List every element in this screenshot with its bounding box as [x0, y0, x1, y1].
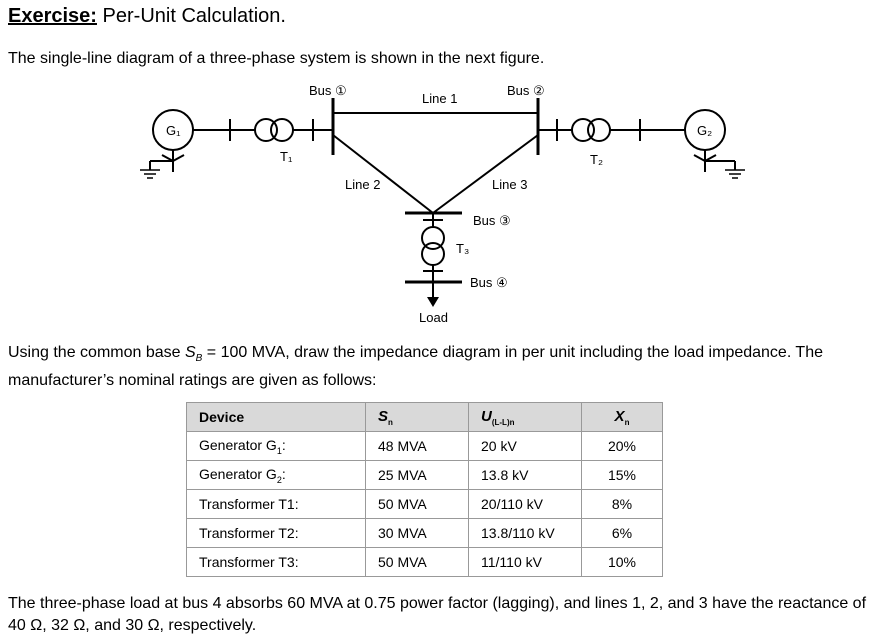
intro-text: The single-line diagram of a three-phase system is shown in the next figure. [8, 50, 545, 67]
line1-label: Line 1 [422, 91, 458, 106]
device-cell: Transformer T3: [187, 548, 366, 577]
u-cell: 13.8 kV [469, 461, 582, 490]
device-cell: Generator $G_1$: [187, 432, 366, 461]
bus2-label: Bus ② [507, 83, 545, 98]
t1-label: T₁ [280, 149, 293, 164]
t2-label: T₂ [590, 152, 603, 167]
line-2 [333, 135, 433, 213]
base-symbol: $S_B$ [184, 344, 203, 365]
x-cell: 15% [582, 461, 663, 490]
table-row [187, 548, 663, 577]
ratings-table-wrap [186, 402, 663, 577]
exercise-topic: Per-Unit Calculation. [102, 5, 286, 27]
line-3 [433, 135, 538, 213]
t3-label: T₃ [456, 241, 470, 256]
sn-cell: 50 MVA [366, 490, 469, 519]
x-cell: 20% [582, 432, 663, 461]
table-row [187, 490, 663, 519]
x-cell: 10% [582, 548, 663, 577]
load-label: Load [419, 310, 448, 325]
base-instructions [8, 342, 868, 392]
u-cell: 20 kV [469, 432, 582, 461]
g2-wye-left [694, 155, 705, 161]
exercise-label: Exercise: [8, 5, 97, 27]
x-cell: 6% [582, 519, 663, 548]
device-cell: Transformer T2: [187, 519, 366, 548]
transformer-t2-coil-b [588, 119, 610, 141]
bus1-label: Bus ① [309, 83, 347, 98]
exercise-title [8, 5, 286, 28]
table-row [187, 461, 663, 490]
g2-label: G₂ [697, 123, 713, 138]
table-header-row [187, 403, 663, 432]
transformer-t3-coil-b [422, 243, 444, 265]
header-u: $U_{(L-L)n}$ [469, 403, 582, 432]
u-cell: 11/110 kV [469, 548, 582, 577]
bus3-label: Bus ③ [473, 213, 511, 228]
load-line-description: The three-phase load at bus 4 absorbs 60 MVA at 0.75 power factor (lagging), and lines 1, 2, and 3 have the reactance of 40 Ω, 32 Ω, and 30 Ω, respectively. [8, 595, 867, 634]
header-device: Device [187, 403, 366, 432]
single-line-diagram [0, 75, 878, 335]
g1-wye-right [173, 155, 184, 161]
g1-label: G₁ [166, 123, 181, 138]
device-cell: Generator $G_2$: [187, 461, 366, 490]
table-row [187, 519, 663, 548]
transformer-t1-coil-b [271, 119, 293, 141]
line2-label: Line 2 [345, 177, 381, 192]
sn-cell: 30 MVA [366, 519, 469, 548]
base-text-before: Using the common base [8, 344, 185, 361]
line3-label: Line 3 [492, 177, 528, 192]
load-arrow [427, 297, 439, 307]
sn-cell: 25 MVA [366, 461, 469, 490]
sn-cell: 50 MVA [366, 548, 469, 577]
x-cell: 8% [582, 490, 663, 519]
bus4-label: Bus ④ [470, 275, 508, 290]
u-cell: 13.8/110 kV [469, 519, 582, 548]
device-cell: Transformer T1: [187, 490, 366, 519]
table-row [187, 432, 663, 461]
ratings-table [186, 402, 663, 577]
sn-cell: 48 MVA [366, 432, 469, 461]
header-sn: $S_n$ [366, 403, 469, 432]
u-cell: 20/110 kV [469, 490, 582, 519]
header-x: $X_n$ [582, 403, 663, 432]
base-text-after: = 100 MVA, draw the impedance diagram in per unit including the load impedance. The manufacturer’s nominal ratings are given as follows: [8, 344, 823, 390]
